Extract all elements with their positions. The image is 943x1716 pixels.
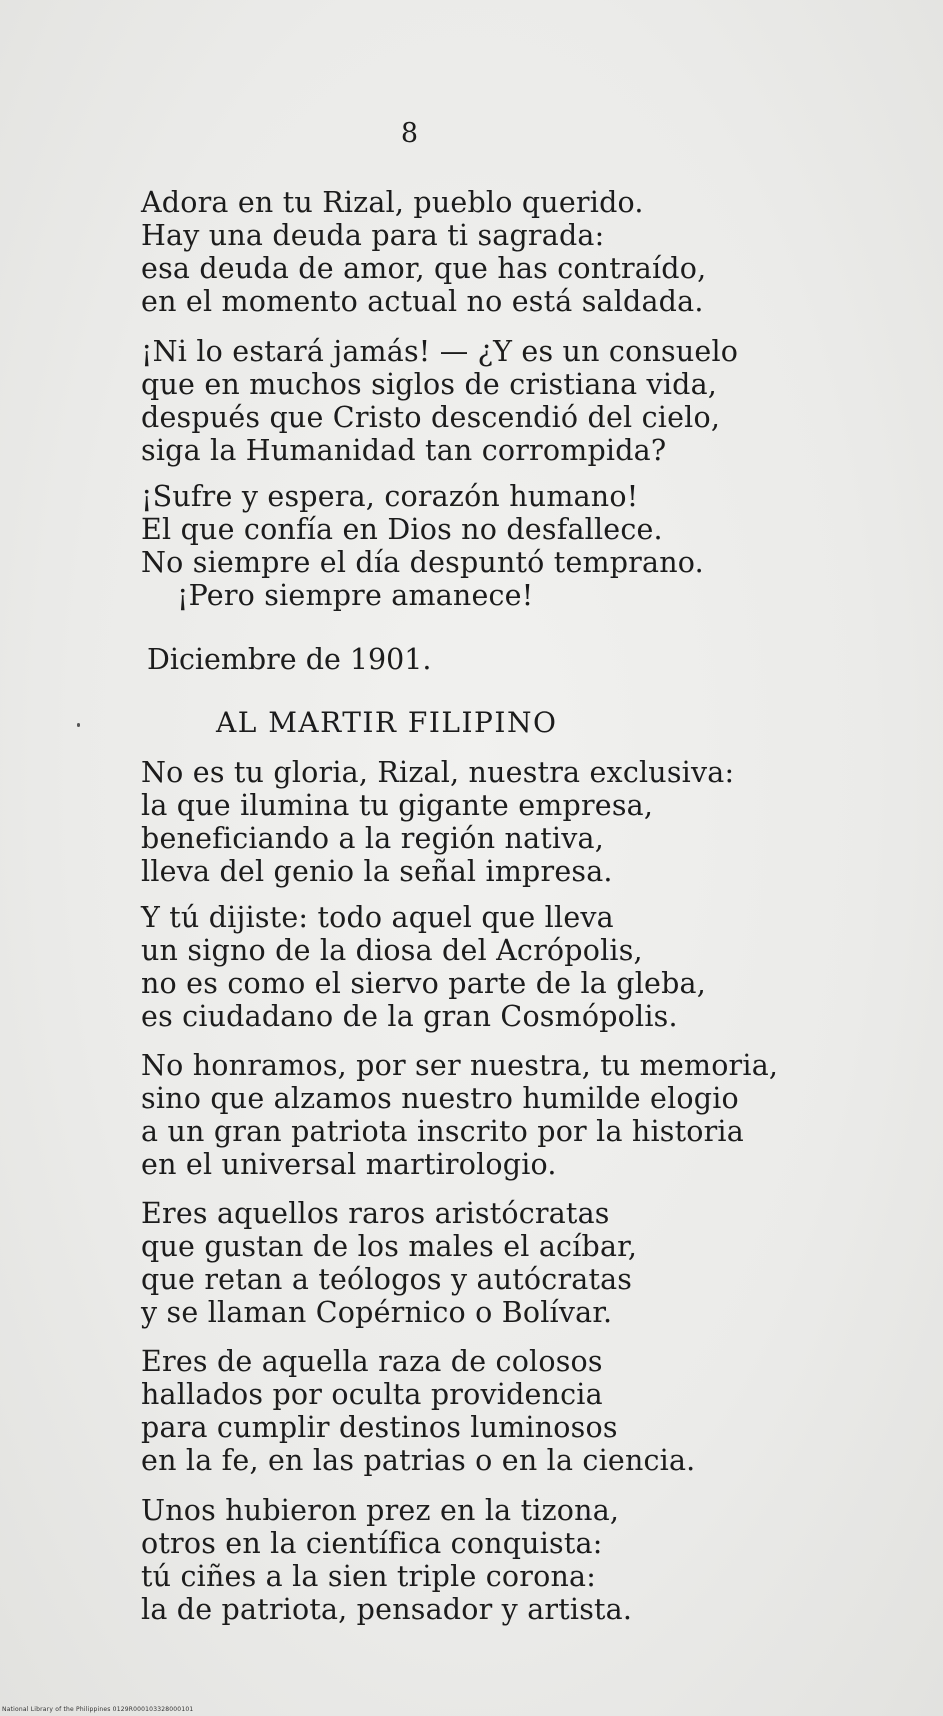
- verse-line: lleva del genio la señal impresa.: [141, 855, 613, 888]
- verse-line: Adora en tu Rizal, pueblo querido.: [141, 186, 644, 219]
- verse-line: hallados por oculta providencia: [141, 1378, 603, 1411]
- verse-line: es ciudadano de la gran Cosmópolis.: [141, 1000, 678, 1033]
- verse-line: no es como el siervo parte de la gleba,: [141, 967, 706, 1000]
- poem2-stanza-1: [141, 756, 861, 888]
- verse-line: No es tu gloria, Rizal, nuestra exclusiva:: [141, 756, 735, 789]
- verse-line: El que confía en Dios no desfallece.: [141, 513, 663, 546]
- verse-line: No honramos, por ser nuestra, tu memoria,: [141, 1049, 779, 1082]
- verse-line: y se llaman Copérnico o Bolívar.: [141, 1296, 613, 1329]
- poem1-stanza-1: [141, 186, 861, 318]
- poem-title: AL MARTIR FILIPINO: [216, 706, 558, 739]
- poem-date: Diciembre de 1901.: [147, 643, 432, 676]
- verse-line: que gustan de los males el acíbar,: [141, 1230, 638, 1263]
- verse-line: en el universal martirologio.: [141, 1148, 557, 1181]
- poem1-stanza-3: [141, 480, 861, 612]
- poem2-stanza-6: [141, 1494, 861, 1626]
- verse-line: Hay una deuda para ti sagrada:: [141, 219, 605, 252]
- verse-line: Y tú dijiste: todo aquel que lleva: [141, 901, 614, 934]
- verse-line: que en muchos siglos de cristiana vida,: [141, 368, 718, 401]
- poem2-stanza-2: [141, 901, 861, 1033]
- verse-line: Eres aquellos raros aristócratas: [141, 1197, 610, 1230]
- poem2-stanza-4: [141, 1197, 861, 1329]
- verse-line: otros en la científica conquista:: [141, 1527, 603, 1560]
- poem2-stanza-5: [141, 1345, 861, 1477]
- verse-line: la que ilumina tu gigante empresa,: [141, 789, 654, 822]
- verse-line: Eres de aquella raza de colosos: [141, 1345, 603, 1378]
- poem1-stanza-2: [141, 335, 861, 467]
- verse-line: ¡Sufre y espera, corazón humano!: [141, 480, 639, 513]
- verse-line: en la fe, en las patrias o en la ciencia.: [141, 1444, 696, 1477]
- verse-line: que retan a teólogos y autócratas: [141, 1263, 633, 1296]
- verse-line: después que Cristo descendió del cielo,: [141, 401, 721, 434]
- verse-line: No siempre el día despuntó temprano.: [141, 546, 704, 579]
- poem2-stanza-3: [141, 1049, 861, 1181]
- scan-speck: [77, 723, 80, 727]
- page-number: 8: [400, 118, 420, 149]
- verse-line: Unos hubieron prez en la tizona,: [141, 1494, 620, 1527]
- verse-line: ¡Pero siempre amanece!: [177, 579, 534, 612]
- verse-line: tú ciñes a la sien triple corona:: [141, 1560, 597, 1593]
- verse-line: a un gran patriota inscrito por la historia: [141, 1115, 744, 1148]
- verse-line: sino que alzamos nuestro humilde elogio: [141, 1082, 739, 1115]
- verse-line: esa deuda de amor, que has contraído,: [141, 252, 707, 285]
- verse-line: la de patriota, pensador y artista.: [141, 1593, 633, 1626]
- verse-line: un signo de la diosa del Acrópolis,: [141, 934, 643, 967]
- verse-line: ¡Ni lo estará jamás! — ¿Y es un consuelo: [141, 335, 739, 368]
- library-footer: National Library of the Philippines 0129R000103328000101: [2, 1706, 194, 1713]
- verse-line: para cumplir destinos luminosos: [141, 1411, 618, 1444]
- verse-line: en el momento actual no está saldada.: [141, 285, 704, 318]
- verse-line: siga la Humanidad tan corrompida?: [141, 434, 667, 467]
- verse-line: beneficiando a la región nativa,: [141, 822, 604, 855]
